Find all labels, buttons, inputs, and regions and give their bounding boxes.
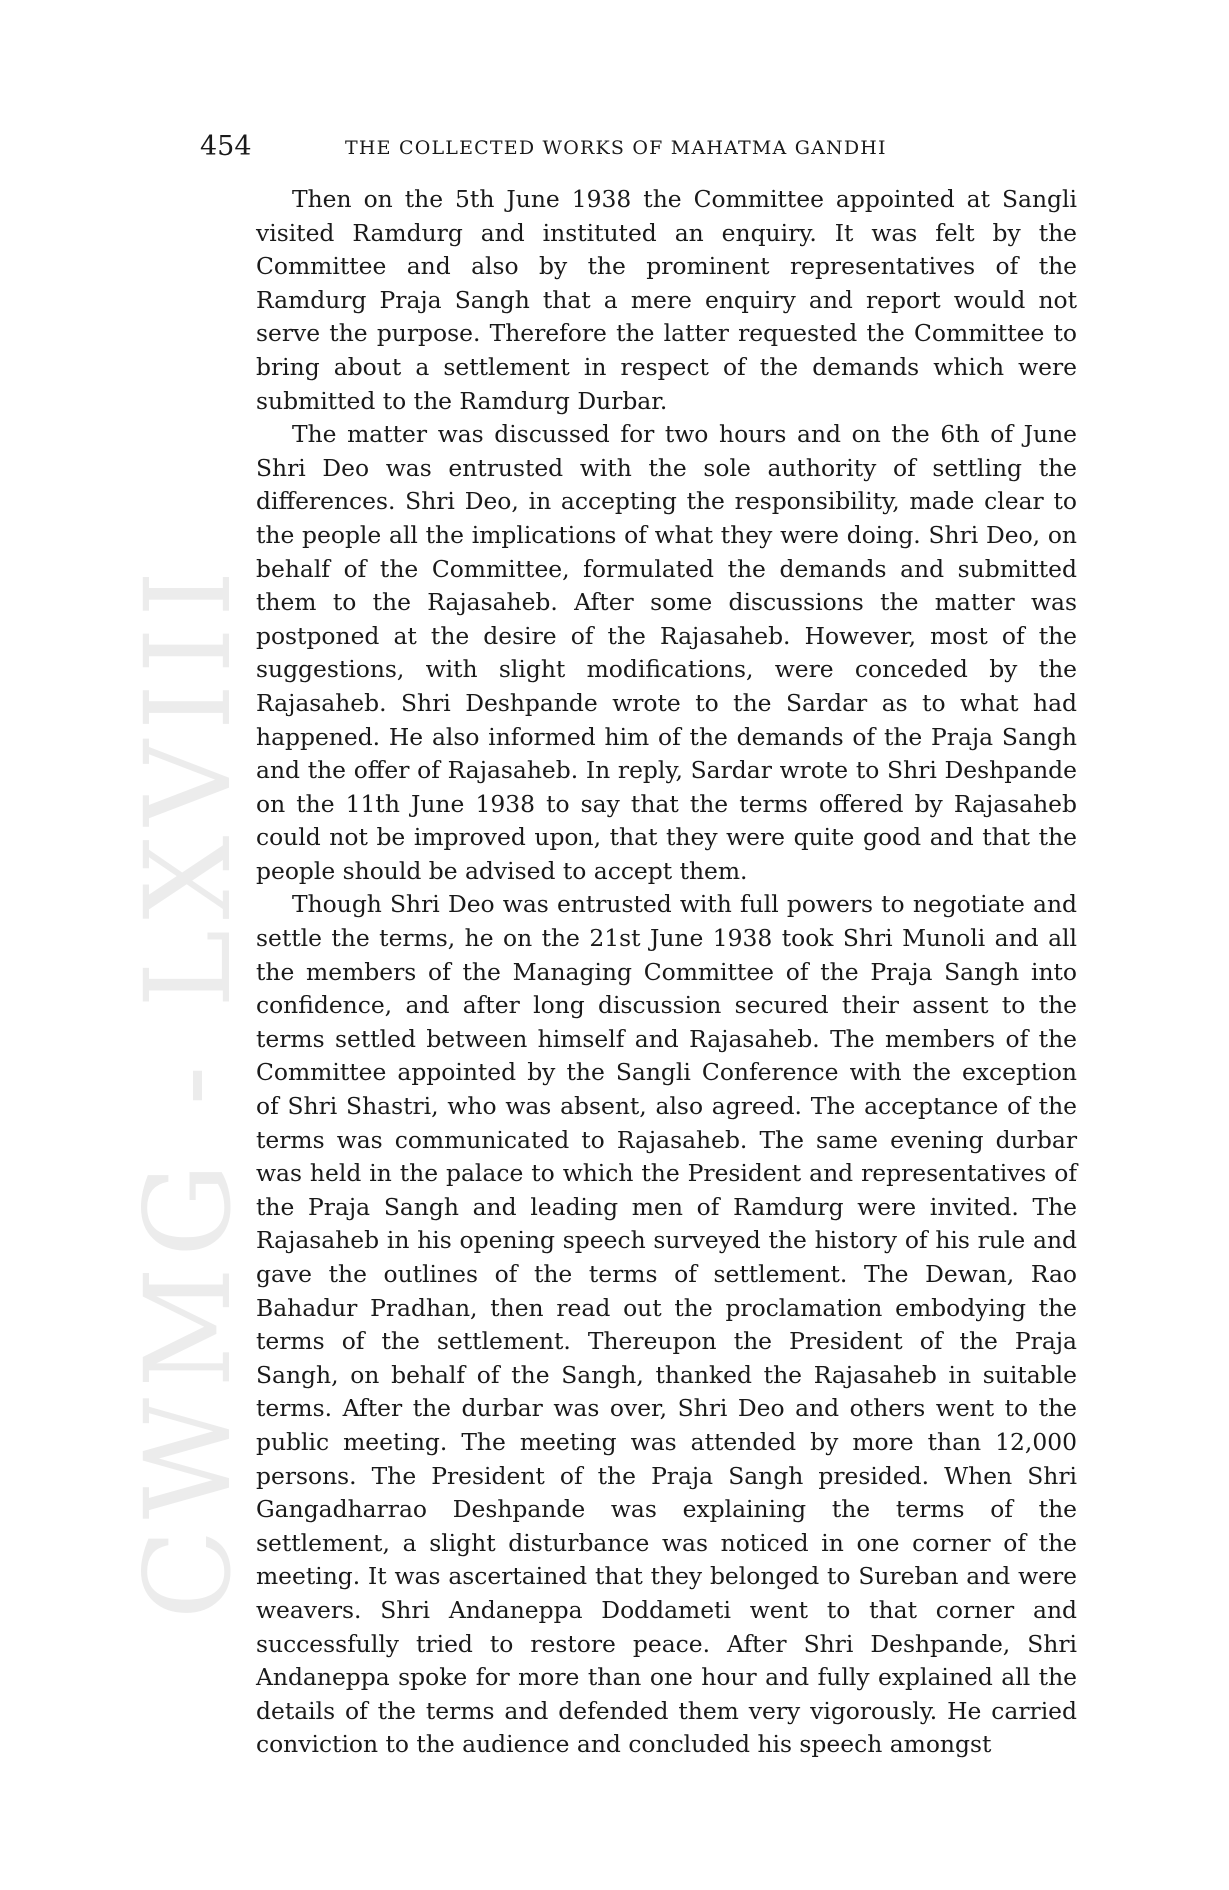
paragraph-3: Though Shri Deo was entrusted with full powers to negotiate and settle the terms, he on the 21st June 1938 took Shri Munoli and all the members of the Managing Committee of the Praja Sangh into confidence, and after long discussion secured their assent to the terms settled between himself and Rajasaheb. The members of the Committee appointed by the Sangli Conference with the exception of Shri Shastri, who was absent, also agreed. The acceptance of the terms was communicated to Rajasaheb. The same evening durbar was held in the palace to which the President and representatives of the Praja Sangh and leading men of Ramdurg were invited. The Rajasaheb in his opening speech surveyed the history of his rule and gave the outlines of the terms of settlement. The Dewan, Rao Bahadur Pradhan, then read out the proclamation embodying the terms of the settlement. Thereupon the President of the Praja Sangh, on behalf of the Sangh, thanked the Rajasaheb in suitable terms. After the durbar was over, Shri Deo and others went to the public meeting. The meeting was attended by more than 12,000 persons. The President of the Praja Sangh presided. When Shri Gangadharrao Deshpande was explaining the terms of the settlement, a slight disturbance was noticed in one corner of the meeting. It was ascertained that they belonged to Sureban and were weavers. Shri Andaneppa Doddameti went to that corner and successfully tried to restore peace. After Shri Deshpande, Shri Andaneppa spoke for more than one hour and fully explained all the details of the terms and defended them very vigorously. He carried conviction to the audience and concluded his speech amongst	[256, 890, 1077, 1759]
running-title: THE COLLECTED WORKS OF MAHATMA GANDHI	[345, 137, 887, 159]
page-number: 454	[200, 131, 252, 162]
watermark-text: CWMG - LXVIII	[119, 560, 257, 1620]
paragraph-2: The matter was discussed for two hours and on the 6th of June Shri Deo was entrusted with the sole authority of settling the differences. Shri Deo, in accepting the responsibility, made clear to the people all the implications of what they were doing. Shri Deo, on behalf of the Committee, formulated the demands and submitted them to the Rajasaheb. After some discussions the matter was postponed at the desire of the Rajasaheb. However, most of the suggestions, with slight modifications, were conceded by the Rajasaheb. Shri Deshpande wrote to the Sardar as to what had happened. He also informed him of the demands of the Praja Sangh and the offer of Rajasaheb. In reply, Sardar wrote to Shri Deshpande on the 11th June 1938 to say that the terms offered by Rajasaheb could not be improved upon, that they were quite good and that the people should be advised to accept them.	[256, 420, 1077, 885]
paragraph-1: Then on the 5th June 1938 the Committee appointed at Sangli visited Ramdurg and instituted an enquiry. It was felt by the Committee and also by the prominent representatives of the Ramdurg Praja Sangh that a mere enquiry and report would not serve the purpose. Therefore the latter requested the Committee to bring about a settlement in respect of the demands which were submitted to the Ramdurg Durbar.	[256, 185, 1077, 415]
body-text	[256, 183, 1077, 1762]
